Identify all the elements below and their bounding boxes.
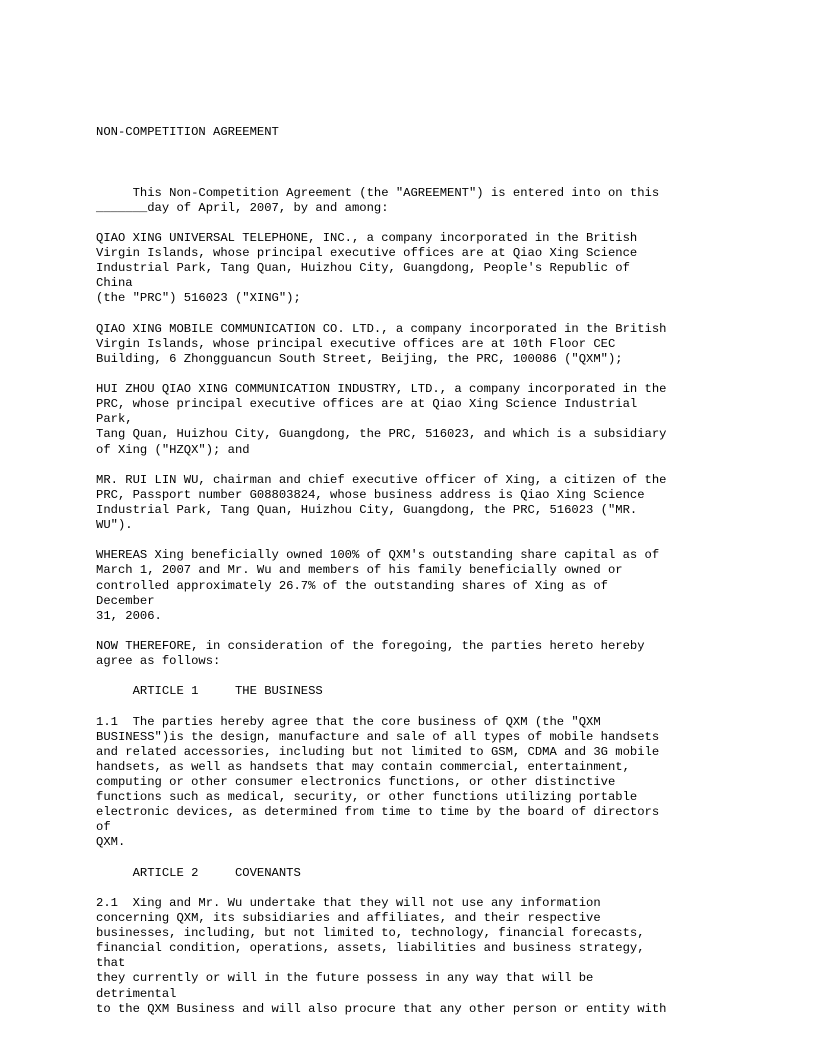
text-line: (the "PRC") 516023 ("XING"); [96, 291, 301, 306]
text-line: that [96, 956, 126, 971]
text-line [96, 669, 796, 684]
text-line: of Xing ("HZQX"); and [96, 442, 250, 457]
text-line: NOW THEREFORE, in consideration of the foregoing, the parties hereto hereby [96, 639, 645, 653]
text-line [96, 624, 796, 639]
text-line: BUSINESS")is the design, manufacture and sale of all types of mobile handsets [96, 729, 660, 744]
text-line: QIAO XING MOBILE COMMUNICATION CO. LTD., a company incorporated in the British [96, 321, 667, 336]
text-line: PRC, whose principal executive offices are at Qiao Xing Science Industrial [96, 397, 638, 412]
text-line: Industrial Park, Tang Quan, Huizhou City, Guangdong, People's Republic of [96, 261, 630, 276]
text-line: businesses, including, but not limited to, technology, financial forecasts, [96, 926, 645, 941]
text-line: WU"). [96, 518, 133, 533]
text-line: financial condition, operations, assets, liabilities and business strategy, [96, 941, 645, 956]
text-line [96, 367, 796, 382]
text-line: 2.1 Xing and Mr. Wu undertake that they will not use any information [96, 895, 601, 910]
text-line: March 1, 2007 and Mr. Wu and members of his family beneficially owned or [96, 563, 623, 578]
text-line [96, 851, 796, 866]
text-line: Park, [96, 412, 133, 427]
text-line: HUI ZHOU QIAO XING COMMUNICATION INDUSTRY, LTD., a company incorporated in the [96, 382, 667, 397]
text-line: ARTICLE 2 COVENANTS [96, 865, 301, 880]
text-line [96, 458, 796, 473]
text-line [96, 307, 796, 322]
text-line: QXM. [96, 835, 126, 850]
text-line: QIAO XING UNIVERSAL TELEPHONE, INC., a company incorporated in the British [96, 231, 638, 246]
text-line: of [96, 820, 111, 835]
text-line [96, 533, 796, 548]
text-line: handsets, as well as handsets that may contain commercial, entertainment, [96, 759, 630, 774]
text-line: electronic devices, as determined from time to time by the board of directors [96, 805, 660, 820]
text-line: concerning QXM, its subsidiaries and affiliates, and their respective [96, 910, 601, 925]
text-line: _______day of April, 2007, by and among: [96, 200, 389, 215]
text-line: WHEREAS Xing beneficially owned 100% of QXM's outstanding share capital as of [96, 548, 660, 563]
document-title: NON-COMPETITION AGREEMENT [96, 125, 279, 140]
text-line: Building, 6 Zhongguancun South Street, Beijing, the PRC, 100086 ("QXM"); [96, 351, 623, 366]
agreement-body [96, 171, 796, 1017]
text-line: Virgin Islands, whose principal executive offices are at Qiao Xing Science [96, 246, 638, 261]
text-line [96, 171, 796, 186]
text-line [96, 699, 796, 714]
text-line: 1.1 The parties hereby agree that the core business of QXM (the "QXM [96, 714, 601, 729]
text-line: they currently or will in the future possess in any way that will be [96, 971, 594, 986]
text-line: Virgin Islands, whose principal executive offices are at 10th Floor CEC [96, 336, 616, 351]
text-line [96, 881, 796, 896]
text-line: ARTICLE 1 THE BUSINESS [96, 684, 323, 699]
text-line: PRC, Passport number G08803824, whose business address is Qiao Xing Science [96, 487, 645, 502]
text-line: controlled approximately 26.7% of the outstanding shares of Xing as of [96, 578, 608, 593]
text-line [96, 216, 796, 231]
text-line: computing or other consumer electronics functions, or other distinctive [96, 774, 616, 789]
text-line: Industrial Park, Tang Quan, Huizhou City, Guangdong, the PRC, 516023 ("MR. [96, 503, 638, 518]
text-line: This Non-Competition Agreement (the "AGREEMENT") is entered into on this [96, 185, 660, 200]
text-line: and related accessories, including but not limited to GSM, CDMA and 3G mobile [96, 744, 660, 759]
text-line: to the QXM Business and will also procure that any other person or entity with [96, 1001, 667, 1016]
text-line: MR. RUI LIN WU, chairman and chief executive officer of Xing, a citizen of the [96, 472, 667, 487]
text-line: agree as follows: [96, 654, 221, 669]
text-line: Tang Quan, Huizhou City, Guangdong, the PRC, 516023, and which is a subsidiary [96, 427, 667, 442]
text-line: December [96, 593, 155, 608]
text-line: functions such as medical, security, or other functions utilizing portable [96, 790, 638, 805]
text-line: China [96, 276, 133, 291]
text-line: 31, 2006. [96, 608, 162, 623]
text-line: detrimental [96, 986, 177, 1001]
agreement-text [96, 95, 796, 1047]
